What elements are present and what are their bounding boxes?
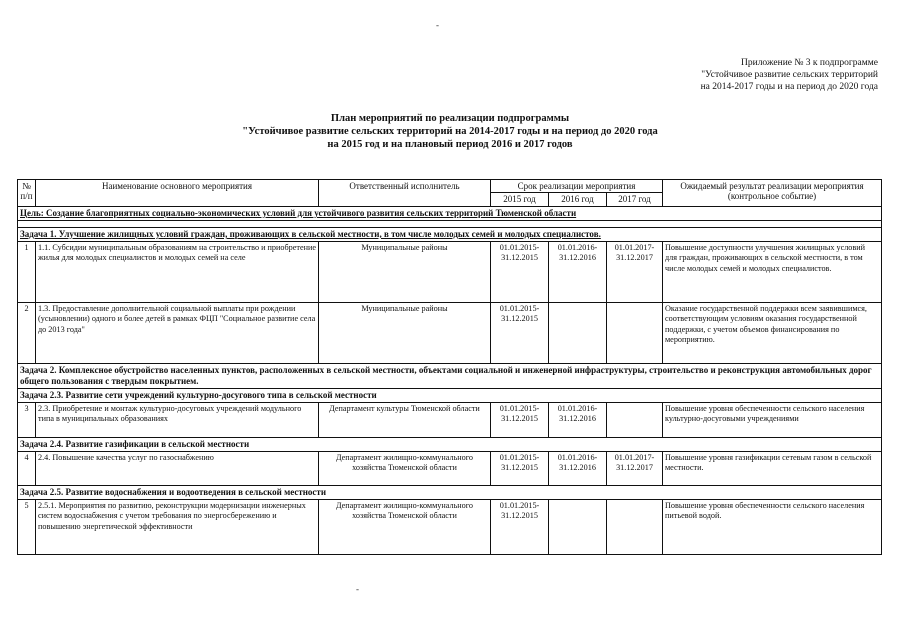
row-num: 3: [18, 402, 36, 437]
row-2015: 01.01.2015-31.12.2015: [491, 302, 549, 363]
row-executor: Департамент жилищно-коммунального хозяйства Тюменской области: [319, 451, 491, 485]
header-result: Ожидаемый результат реализации мероприятия (контрольное событие): [663, 180, 882, 207]
appendix-line: на 2014-2017 годы и на период до 2020 года: [700, 82, 878, 92]
table-row: [18, 402, 882, 437]
table-row: [18, 451, 882, 485]
row-name: 2.4. Повышение качества услуг по газоснабжению: [36, 451, 319, 485]
header-2015: 2015 год: [491, 193, 549, 206]
header-name: Наименование основного мероприятия: [36, 180, 319, 207]
row-name: 1.1. Субсидии муниципальным образованиям на строительство и приобретение жилья для молодых специалистов и молодых семей на селе: [36, 241, 319, 302]
scan-mark: -: [436, 20, 439, 30]
scan-mark: -: [356, 584, 359, 594]
task-row: [18, 227, 882, 241]
header-2017: 2017 год: [607, 193, 663, 206]
task-row: [18, 388, 882, 402]
row-num: 1: [18, 241, 36, 302]
row-result: Повышение уровня газификации сетевым газом в сельской местности.: [663, 451, 882, 485]
appendix-note: [618, 57, 878, 93]
task-2: Задача 2. Комплексное обустройство населенных пунктов, расположенных в сельской местности, объектами социальной и инженерной инфраструктуры, строительство и реконструкция автомобильных дорог общего пользования с твердым покрытием.: [18, 363, 882, 388]
spacer-row: [18, 220, 882, 227]
header-executor: Ответственный исполнитель: [319, 180, 491, 207]
row-2017: [607, 402, 663, 437]
row-num: 5: [18, 499, 36, 554]
row-2015: 01.01.2015-31.12.2015: [491, 241, 549, 302]
row-2017: [607, 499, 663, 554]
task-2-3: Задача 2.3. Развитие сети учреждений культурно-досугового типа в сельской местности: [18, 388, 882, 402]
task-row: [18, 485, 882, 499]
task-row: [18, 437, 882, 451]
row-2016: [549, 499, 607, 554]
row-result: Повышение уровня обеспеченности сельского населения питьевой водой.: [663, 499, 882, 554]
row-2016: 01.01.2016-31.12.2016: [549, 402, 607, 437]
appendix-line: Приложение № 3 к подпрограмме: [741, 58, 878, 68]
row-2017: 01.01.2017-31.12.2017: [607, 451, 663, 485]
table-row: [18, 499, 882, 554]
task-1: Задача 1. Улучшение жилищных условий граждан, проживающих в сельской местности, в том числе молодых семей и молодых специалистов.: [18, 227, 882, 241]
title-line: "Устойчивое развитие сельских территорий на 2014-2017 годы и на период до 2020 года: [242, 126, 658, 137]
row-2015: 01.01.2015-31.12.2015: [491, 451, 549, 485]
row-2017: [607, 302, 663, 363]
row-name: 2.5.1. Мероприятия по развитию, реконструкции модернизации инженерных систем водоснабжения с учетом требования по энергосбережению и повышению энергетической эффективности: [36, 499, 319, 554]
row-name: 2.3. Приобретение и монтаж культурно-досуговых учреждений модульного типа в муниципальных образованиях: [36, 402, 319, 437]
task-row: [18, 363, 882, 388]
goal-text: Цель: Создание благоприятных социально-экономических условий для устойчивого развития сельских территорий Тюменской области: [18, 206, 882, 220]
title-line: План мероприятий по реализации подпрограммы: [330, 113, 570, 124]
row-result: Повышение доступности улучшения жилищных условий для граждан, проживающих в сельской местности, в том числе молодых семей и молодых специалистов.: [663, 241, 882, 302]
plan-table: [17, 179, 882, 555]
row-2016: 01.01.2016-31.12.2016: [549, 241, 607, 302]
table-row: [18, 302, 882, 363]
task-2-5: Задача 2.5. Развитие водоснабжения и водоотведения в сельской местности: [18, 485, 882, 499]
table-row: [18, 241, 882, 302]
row-result: Оказание государственной поддержки всем заявившимся, соответствующим условиям оказания государственной поддержки, с учетом объемов финансирования по мероприятию.: [663, 302, 882, 363]
row-2016: [549, 302, 607, 363]
header-row: [18, 180, 882, 193]
document-title: [150, 112, 750, 151]
goal-row: [18, 206, 882, 220]
row-num: 2: [18, 302, 36, 363]
row-executor: Департамент жилищно-коммунального хозяйства Тюменской области: [319, 499, 491, 554]
header-period: Срок реализации мероприятия: [491, 180, 663, 193]
row-2017: 01.01.2017-31.12.2017: [607, 241, 663, 302]
task-2-4: Задача 2.4. Развитие газификации в сельской местности: [18, 437, 882, 451]
header-2016: 2016 год: [549, 193, 607, 206]
row-name: 1.3. Предоставление дополнительной социальной выплаты при рождении (усыновлении) одного и более детей в рамках ФЦП "Социальное развитие села до 2013 года": [36, 302, 319, 363]
row-executor: Муниципальные районы: [319, 302, 491, 363]
row-2015: 01.01.2015-31.12.2015: [491, 499, 549, 554]
appendix-line: "Устойчивое развитие сельских территорий: [701, 70, 878, 80]
row-2016: 01.01.2016-31.12.2016: [549, 451, 607, 485]
row-executor: Муниципальные районы: [319, 241, 491, 302]
row-num: 4: [18, 451, 36, 485]
row-executor: Департамент культуры Тюменской области: [319, 402, 491, 437]
header-num: № п/п: [18, 180, 36, 207]
title-line: на 2015 год и на плановый период 2016 и 2017 годов: [327, 139, 573, 150]
row-2015: 01.01.2015-31.12.2015: [491, 402, 549, 437]
row-result: Повышение уровня обеспеченности сельского населения культурно-досуговыми учреждениями: [663, 402, 882, 437]
